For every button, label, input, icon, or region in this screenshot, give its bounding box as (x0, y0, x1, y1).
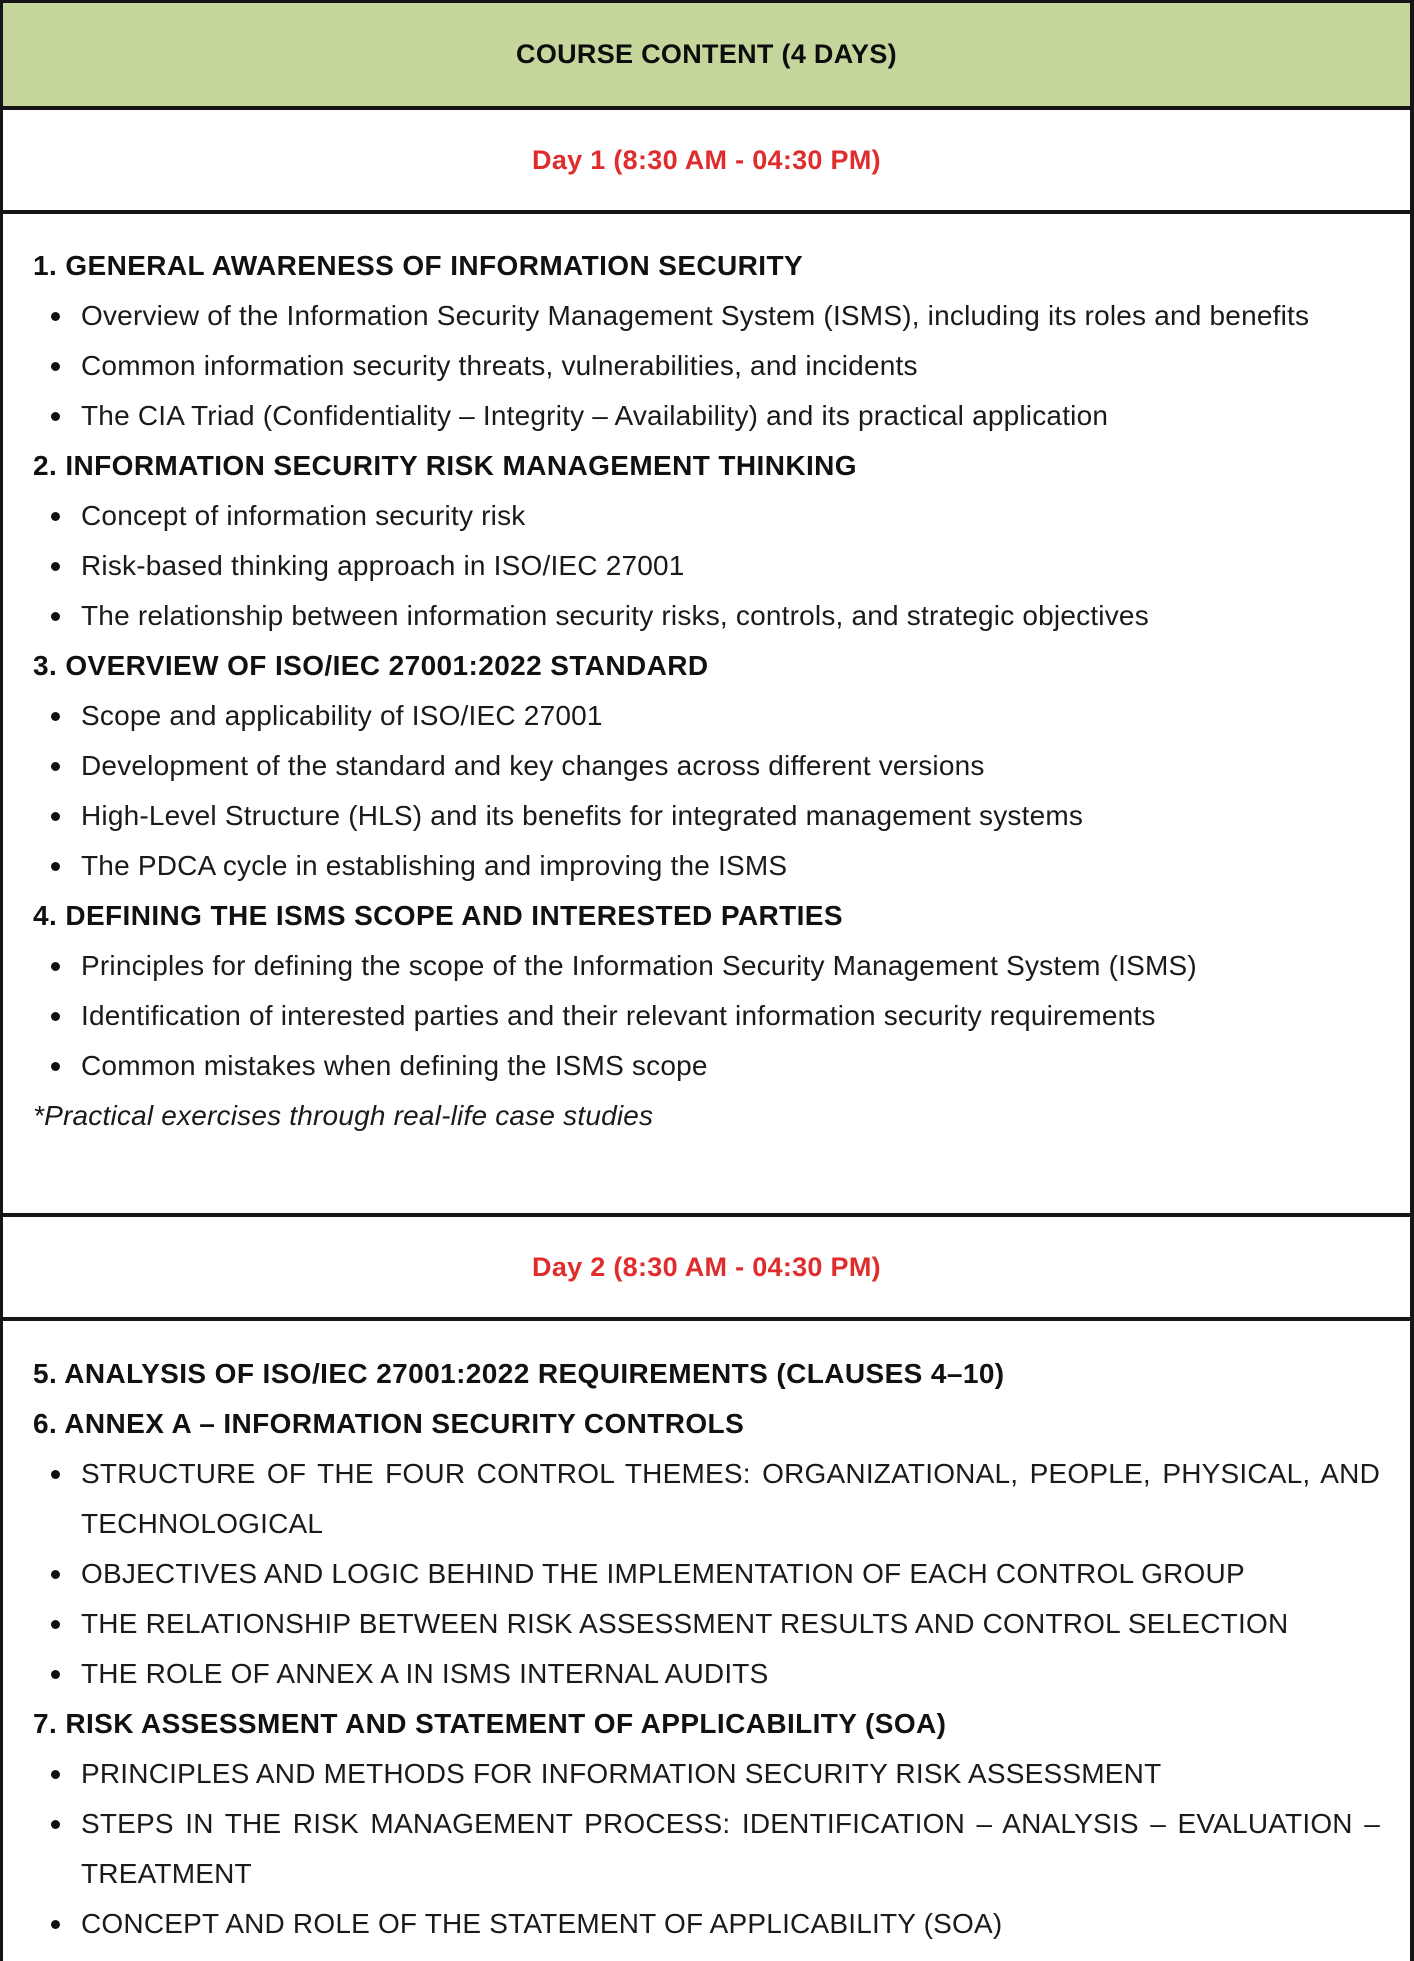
section-bullet-list (33, 1749, 1380, 1949)
list-item (33, 541, 1380, 591)
list-item-text: PRINCIPLES AND METHODS FOR INFORMATION SECURITY RISK ASSESSMENT (81, 1758, 1162, 1789)
section-2 (33, 441, 1380, 641)
section-5 (33, 1349, 1380, 1399)
list-item (33, 1899, 1380, 1949)
list-item (33, 741, 1380, 791)
section-3 (33, 641, 1380, 891)
section-bullet-list (33, 291, 1380, 441)
bullet-icon (51, 1620, 60, 1629)
practical-exercises-note: *Practical exercises through real-life case studies (33, 1100, 654, 1131)
list-item-text: STRUCTURE OF THE FOUR CONTROL THEMES: ORGANIZATIONAL, PEOPLE, PHYSICAL, AND TECHNOLOGICAL (81, 1458, 1380, 1539)
bullet-icon (51, 512, 60, 521)
bullet-icon (51, 312, 60, 321)
list-item-text: The CIA Triad (Confidentiality – Integrity – Availability) and its practical application (81, 400, 1109, 431)
day-1-label: Day 1 (8:30 AM - 04:30 PM) (532, 144, 881, 175)
list-item (33, 791, 1380, 841)
list-item-text: Overview of the Information Security Management System (ISMS), including its roles and benefits (81, 300, 1310, 331)
bullet-icon (51, 762, 60, 771)
list-item (33, 1549, 1380, 1599)
section-bullet-list (33, 1449, 1380, 1699)
list-item-text: CONCEPT AND ROLE OF THE STATEMENT OF APPLICABILITY (SOA) (81, 1908, 1003, 1939)
bullet-icon (51, 362, 60, 371)
list-item (33, 941, 1380, 991)
list-item (33, 1749, 1380, 1799)
section-bullet-list (33, 691, 1380, 891)
section-1 (33, 241, 1380, 441)
bullet-icon (51, 612, 60, 621)
day-2-header-row (3, 1217, 1410, 1321)
list-item-text: Scope and applicability of ISO/IEC 27001 (81, 700, 603, 731)
section-4 (33, 891, 1380, 1091)
bullet-icon (51, 1820, 60, 1829)
bullet-icon (51, 562, 60, 571)
day-2-label: Day 2 (8:30 AM - 04:30 PM) (532, 1251, 881, 1282)
list-item (33, 591, 1380, 641)
list-item-text: Common information security threats, vulnerabilities, and incidents (81, 350, 918, 381)
section-heading: 7. RISK ASSESSMENT AND STATEMENT OF APPLICABILITY (SOA) (33, 1708, 947, 1739)
section-heading: 5. ANALYSIS OF ISO/IEC 27001:2022 REQUIREMENTS (CLAUSES 4–10) (33, 1358, 1005, 1389)
section-7 (33, 1699, 1380, 1949)
list-item-text: OBJECTIVES AND LOGIC BEHIND THE IMPLEMENTATION OF EACH CONTROL GROUP (81, 1558, 1245, 1589)
bullet-icon (51, 862, 60, 871)
list-item (33, 691, 1380, 741)
list-item-text: Concept of information security risk (81, 500, 526, 531)
section-bullet-list (33, 941, 1380, 1091)
list-item-text: The PDCA cycle in establishing and improving the ISMS (81, 850, 788, 881)
table-title-row (3, 3, 1410, 110)
day-1-header-row (3, 110, 1410, 214)
list-item (33, 1649, 1380, 1699)
bullet-icon (51, 962, 60, 971)
section-heading: 4. DEFINING THE ISMS SCOPE AND INTERESTED PARTIES (33, 900, 843, 931)
list-item-text: Principles for defining the scope of the Information Security Management System (ISMS) (81, 950, 1197, 981)
table-title: COURSE CONTENT (4 DAYS) (516, 39, 897, 69)
day-1-content (3, 214, 1410, 1217)
section-heading: 2. INFORMATION SECURITY RISK MANAGEMENT THINKING (33, 450, 857, 481)
section-heading: 1. GENERAL AWARENESS OF INFORMATION SECURITY (33, 250, 804, 281)
bullet-icon (51, 712, 60, 721)
list-item-text: THE RELATIONSHIP BETWEEN RISK ASSESSMENT RESULTS AND CONTROL SELECTION (81, 1608, 1289, 1639)
list-item-text: Common mistakes when defining the ISMS scope (81, 1050, 708, 1081)
section-bullet-list (33, 491, 1380, 641)
list-item (33, 841, 1380, 891)
list-item-text: THE ROLE OF ANNEX A IN ISMS INTERNAL AUDITS (81, 1658, 769, 1689)
bullet-icon (51, 1570, 60, 1579)
list-item (33, 1041, 1380, 1091)
bullet-icon (51, 1770, 60, 1779)
list-item (33, 291, 1380, 341)
bullet-icon (51, 1920, 60, 1929)
list-item (33, 491, 1380, 541)
list-item (33, 1599, 1380, 1649)
bullet-icon (51, 1670, 60, 1679)
bullet-icon (51, 1470, 60, 1479)
section-6 (33, 1399, 1380, 1699)
list-item-text: The relationship between information security risks, controls, and strategic objectives (81, 600, 1149, 631)
list-item (33, 1799, 1380, 1899)
day-2-content (3, 1321, 1410, 1961)
bullet-icon (51, 1012, 60, 1021)
list-item (33, 341, 1380, 391)
list-item-text: Risk-based thinking approach in ISO/IEC 27001 (81, 550, 685, 581)
list-item (33, 1449, 1380, 1549)
list-item (33, 991, 1380, 1041)
section-heading: 3. OVERVIEW OF ISO/IEC 27001:2022 STANDARD (33, 650, 709, 681)
list-item-text: Identification of interested parties and their relevant information security requirements (81, 1000, 1156, 1031)
bullet-icon (51, 412, 60, 421)
list-item (33, 391, 1380, 441)
list-item-text: High-Level Structure (HLS) and its benefits for integrated management systems (81, 800, 1084, 831)
bullet-icon (51, 812, 60, 821)
bullet-icon (51, 1062, 60, 1071)
section-heading: 6. ANNEX A – INFORMATION SECURITY CONTROLS (33, 1408, 745, 1439)
list-item-text: STEPS IN THE RISK MANAGEMENT PROCESS: IDENTIFICATION – ANALYSIS – EVALUATION – TREATMENT (81, 1808, 1380, 1889)
list-item-text: Development of the standard and key changes across different versions (81, 750, 985, 781)
